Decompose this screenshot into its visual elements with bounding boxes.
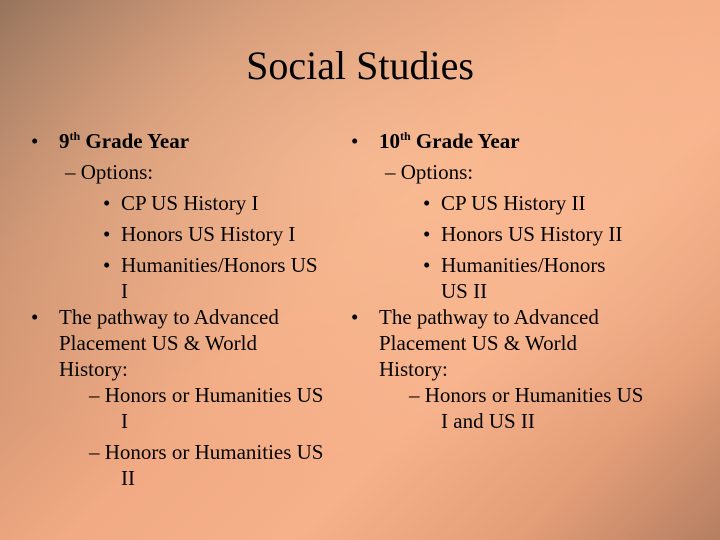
bullet-icon: •	[423, 222, 431, 246]
right-option-1-text: CP US History II	[441, 191, 586, 215]
bullet-icon: •	[423, 253, 431, 277]
right-path-option-1-cont-text: I and US II	[441, 409, 535, 433]
right-option-3-cont-text: US II	[441, 279, 488, 303]
left-path-option-1	[25, 380, 365, 406]
right-column	[345, 126, 685, 437]
left-option-3-cont-text: I	[121, 279, 128, 303]
bullet-icon: •	[103, 222, 111, 246]
left-heading-text: Grade Year	[85, 129, 190, 153]
left-pathway-text-2: Placement US & World	[59, 331, 257, 355]
left-heading-number: 9	[59, 129, 70, 153]
right-option-3-cont	[345, 276, 685, 302]
bullet-icon: •	[351, 305, 359, 329]
left-path-option-1-text: – Honors or Humanities US	[89, 383, 324, 407]
left-option-3-cont	[25, 276, 365, 302]
left-option-2-text: Honors US History I	[121, 222, 296, 246]
right-pathway-text-2: Placement US & World	[379, 331, 577, 355]
right-path-option-1-text: – Honors or Humanities US	[409, 383, 644, 407]
left-path-option-1-cont	[25, 406, 365, 437]
left-option-1-text: CP US History I	[121, 191, 259, 215]
right-pathway-line	[345, 302, 685, 328]
left-option-1	[25, 188, 365, 219]
right-pathway-line-3	[345, 354, 685, 380]
right-pathway-text-3: History:	[379, 357, 448, 381]
left-heading	[59, 126, 189, 157]
right-heading-number: 10	[379, 129, 400, 153]
right-path-option-1-cont	[345, 406, 685, 437]
right-option-1	[345, 188, 685, 219]
bullet-icon: •	[31, 305, 39, 329]
slide-title: Social Studies	[246, 43, 474, 88]
left-path-option-2-cont	[25, 463, 365, 489]
left-column	[25, 126, 365, 489]
left-option-3-text: Humanities/Honors US	[121, 253, 318, 277]
right-options-label: – Options:	[385, 160, 474, 184]
right-pathway-text: The pathway to Advanced	[379, 305, 599, 329]
left-options-line	[25, 157, 365, 188]
left-path-option-2	[25, 437, 365, 463]
right-option-2	[345, 219, 685, 250]
left-heading-sup: th	[69, 129, 81, 143]
bullet-icon: •	[423, 191, 431, 215]
left-pathway-text: The pathway to Advanced	[59, 305, 279, 329]
right-option-2-text: Honors US History II	[441, 222, 623, 246]
right-path-option-1	[345, 380, 685, 406]
left-path-option-1-cont-text: I	[121, 409, 128, 433]
right-pathway-line-2	[345, 328, 685, 354]
left-option-2	[25, 219, 365, 250]
right-options-line	[345, 157, 685, 188]
bullet-icon: •	[103, 191, 111, 215]
left-heading-line	[25, 126, 365, 157]
left-pathway-text-3: History:	[59, 357, 128, 381]
right-heading-text: Grade Year	[415, 129, 520, 153]
left-pathway-line-3	[25, 354, 365, 380]
left-pathway-line-2	[25, 328, 365, 354]
bullet-icon: •	[351, 129, 359, 153]
right-heading-sup: th	[400, 129, 411, 143]
right-option-3-text: Humanities/Honors	[441, 253, 606, 277]
left-pathway-line	[25, 302, 365, 328]
right-option-3	[345, 250, 685, 276]
left-option-3	[25, 250, 365, 276]
right-heading-line	[345, 126, 685, 157]
bullet-icon: •	[31, 129, 39, 153]
bullet-icon: •	[103, 253, 111, 277]
left-path-option-2-text: – Honors or Humanities US	[89, 440, 324, 464]
left-options-label: – Options:	[65, 160, 154, 184]
left-path-option-2-cont-text: II	[121, 466, 135, 490]
right-heading	[379, 126, 520, 157]
